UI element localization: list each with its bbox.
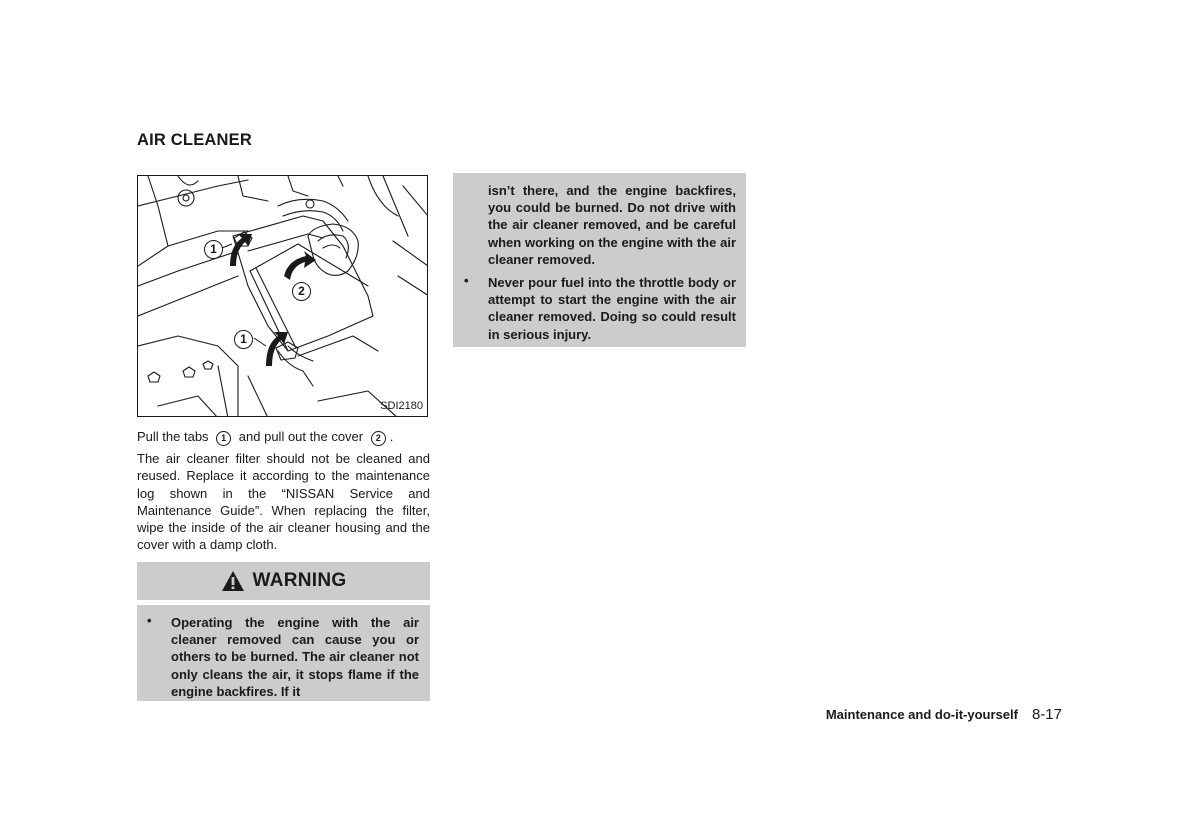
instruction-text (137, 428, 430, 446)
warning-bullet-1: Operating the engine with the air cleaner removed can cause you or others to be burned. The air cleaner not only cleans the air, it stops flame if the engine backfires. If it (171, 615, 419, 699)
warning-body (137, 605, 430, 701)
page-number: 8-17 (1031, 706, 1062, 723)
figure-code: SDI2180 (380, 400, 423, 412)
warning-triangle-icon (221, 570, 245, 592)
instruction-middle: and pull out the cover (238, 429, 364, 444)
tab-marker: 1 (216, 431, 231, 446)
engine-bay-drawing (138, 176, 428, 417)
warning-body-continued (453, 173, 746, 347)
instruction-suffix: . (389, 429, 394, 444)
bullet-marker: • (464, 273, 469, 288)
air-cleaner-illustration (137, 175, 428, 417)
bullet-marker: • (147, 613, 152, 628)
footer-section-title: Maintenance and do-it-yourself (825, 707, 1018, 722)
callout-1-top: 1 (204, 240, 223, 259)
warning-bullet-1-continued: isn’t there, and the engine backfires, you could be burned. Do not drive with the air cleaner removed, and be careful when working on the engine with the air cleaner removed. (488, 183, 736, 267)
instruction-prefix: Pull the tabs (137, 429, 209, 444)
page-footer (826, 706, 1062, 723)
cover-marker: 2 (371, 431, 386, 446)
section-heading: AIR CLEANER (137, 131, 252, 149)
description-paragraph: The air cleaner filter should not be cleaned and reused. Replace it according to the maintenance log shown in the “NISSAN Service and Maintenance Guide”. When replacing the filter, wipe the inside of the air cleaner housing and the cover with a damp cloth. (137, 451, 430, 553)
callout-1-bottom: 1 (234, 330, 253, 349)
warning-bullet-2: Never pour fuel into the throttle body or attempt to start the engine with the air cleaner removed. Doing so could result in serious injury. (488, 275, 736, 342)
callout-2: 2 (292, 282, 311, 301)
warning-header (137, 562, 430, 600)
warning-title: WARNING (252, 570, 347, 591)
